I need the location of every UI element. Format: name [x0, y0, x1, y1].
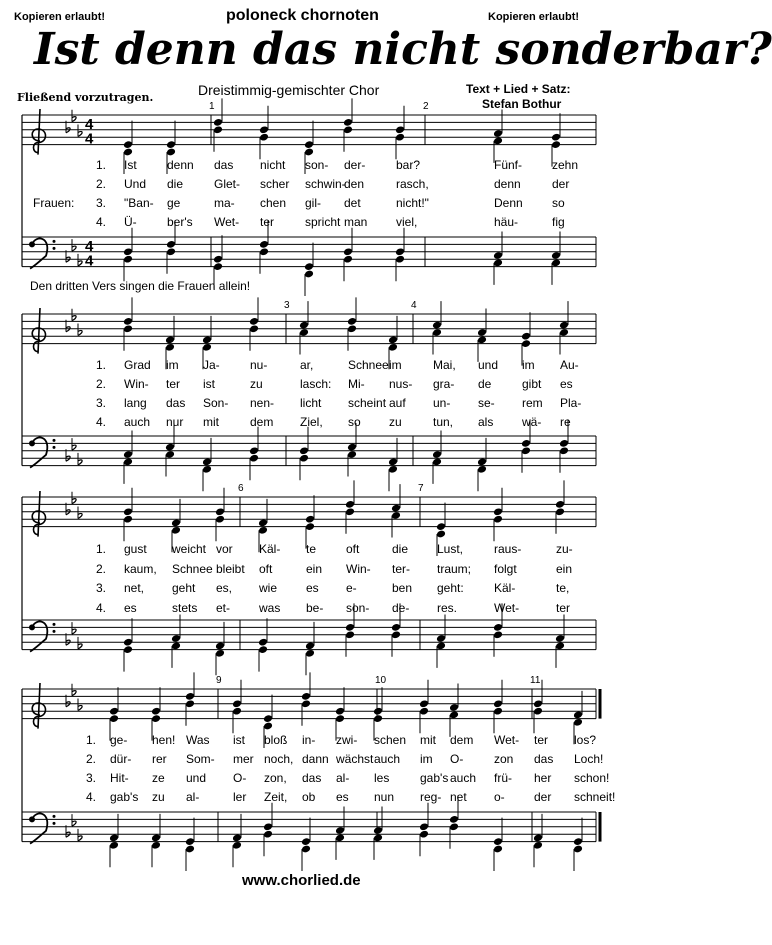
lyric-syllable: der-	[344, 158, 366, 172]
lyric-syllable: dem	[450, 733, 474, 747]
lyric-syllable: rer	[152, 752, 167, 766]
lyric-syllable: nen-	[250, 396, 275, 410]
bass-clef-icon	[30, 238, 47, 268]
lyric-syllable: ter	[556, 601, 571, 615]
lyric-syllable: hen!	[152, 733, 176, 747]
bass-clef-dot	[53, 247, 56, 250]
lyric-syllable: ar,	[300, 358, 314, 372]
treble-clef-icon	[32, 683, 45, 729]
lyric-syllable: te,	[556, 581, 570, 595]
publisher-name: poloneck chornoten	[226, 7, 379, 24]
lyric-syllable: her	[534, 771, 552, 785]
lyric-syllable: lang	[124, 396, 147, 410]
flat-icon	[78, 261, 82, 266]
lyric-syllable: dem	[250, 415, 274, 429]
lyric-syllable: Som-	[186, 752, 215, 766]
lyric-syllable: das	[166, 396, 186, 410]
lyric-syllable: zu	[389, 415, 402, 429]
lyric-syllable: Au-	[560, 358, 579, 372]
lyric-syllable: die	[167, 177, 184, 191]
lyric-syllable: Denn	[494, 196, 523, 210]
lyric-syllable: res.	[437, 601, 458, 615]
lyric-syllable: ein	[556, 562, 573, 576]
bass-clef-icon	[30, 437, 47, 467]
lyric-syllable: im	[389, 358, 402, 372]
lyric-syllable: O-	[450, 752, 464, 766]
lyric-syllable: es	[124, 601, 137, 615]
bass-clef-dot	[53, 240, 56, 243]
flat-icon	[72, 629, 76, 634]
lyric-syllable: wächst	[336, 752, 374, 766]
copy-notice-left: Kopieren erlaubt!	[14, 11, 106, 23]
flat-icon	[78, 460, 82, 465]
lyric-syllable: ber's	[167, 215, 193, 229]
lyric-syllable: geht	[172, 581, 196, 595]
verse-number: 3.	[96, 196, 107, 210]
lyric-syllable: schen	[374, 733, 407, 747]
lyric-syllable: zu	[152, 790, 165, 804]
lyric-syllable: viel,	[396, 215, 418, 229]
lyric-syllable: schwin-	[305, 177, 346, 191]
time-signature-bottom: 4	[85, 130, 94, 148]
lyric-syllable: wä-	[522, 415, 542, 429]
frauen-label: Frauen:	[33, 196, 75, 210]
lyric-syllable: be-	[306, 601, 324, 615]
lyric-syllable: schneit!	[574, 790, 616, 804]
lyric-syllable: det	[344, 196, 361, 210]
lyric-syllable: ter	[534, 733, 549, 747]
flat-icon	[78, 131, 82, 136]
lyric-syllable: vor	[216, 542, 233, 556]
time-signature-top: 4	[85, 237, 94, 255]
lyric-syllable: zon	[494, 752, 514, 766]
lyric-syllable: was	[259, 601, 281, 615]
bass-clef-icon	[30, 813, 47, 843]
flat-icon	[78, 513, 82, 518]
lyric-syllable: geht:	[437, 581, 464, 595]
lyric-syllable: Was	[186, 733, 210, 747]
lyric-syllable: al-	[186, 790, 200, 804]
flat-icon	[72, 316, 76, 321]
lyric-syllable: den	[344, 177, 365, 191]
lyric-syllable: los?	[574, 733, 597, 747]
treble-clef-icon	[32, 491, 45, 537]
lyric-syllable: im	[166, 358, 179, 372]
lyric-syllable: net	[450, 790, 467, 804]
lyric-syllable: Ziel,	[300, 415, 323, 429]
lyric-syllable: lasch:	[300, 377, 332, 391]
lyric-syllable: Käl-	[494, 581, 516, 595]
lyric-syllable: gab's	[420, 771, 449, 785]
bar-number: 1	[209, 101, 215, 112]
flat-icon	[72, 117, 76, 122]
lyric-syllable: man	[344, 215, 368, 229]
flat-icon	[78, 836, 82, 841]
bass-clef-dot	[53, 439, 56, 442]
lyric-syllable: rasch,	[396, 177, 429, 191]
lyric-syllable: mit	[203, 415, 219, 429]
lyric-syllable: gab's	[110, 790, 139, 804]
verse-number: 4.	[86, 790, 97, 804]
verse-number: 3.	[96, 581, 107, 595]
bar-number: 7	[418, 483, 424, 494]
lyric-syllable: Wet-	[214, 215, 240, 229]
verse-number: 3.	[86, 771, 97, 785]
lyric-syllable: chen	[260, 196, 287, 210]
lyric-syllable: dür-	[110, 752, 132, 766]
lyric-syllable: zu-	[556, 542, 573, 556]
lyric-syllable: Wet-	[494, 733, 520, 747]
credit-name: Stefan Bothur	[482, 97, 562, 111]
lyric-syllable: se-	[478, 396, 495, 410]
verse-number: 2.	[86, 752, 97, 766]
lyric-syllable: raus-	[494, 542, 522, 556]
song-title: Ist denn das nicht sonderbar?	[34, 24, 772, 75]
lyric-syllable: der	[534, 790, 552, 804]
treble-clef-icon	[32, 308, 45, 354]
lyric-syllable: zehn	[552, 158, 579, 172]
lyric-syllable: scheint	[348, 396, 387, 410]
time-signature-bottom: 4	[85, 252, 94, 270]
lyric-syllable: denn	[167, 158, 194, 172]
copy-notice-right: Kopieren erlaubt!	[488, 11, 580, 23]
lyric-syllable: et-	[216, 601, 231, 615]
verse-number: 1.	[86, 733, 97, 747]
lyric-syllable: zon,	[264, 771, 287, 785]
lyric-syllable: ben	[392, 581, 413, 595]
lyric-syllable: tun,	[433, 415, 454, 429]
lyric-syllable: nu-	[250, 358, 268, 372]
lyric-syllable: gibt	[522, 377, 542, 391]
lyric-syllable: Ja-	[203, 358, 220, 372]
lyric-syllable: Fünf-	[494, 158, 523, 172]
lyric-syllable: gil-	[305, 196, 322, 210]
lyric-syllable: reg-	[420, 790, 442, 804]
bass-clef-icon	[30, 621, 47, 651]
lyric-syllable: so	[348, 415, 361, 429]
lyric-syllable: al-	[336, 771, 350, 785]
bass-clef-dot	[53, 630, 56, 633]
lyric-syllable: Und	[124, 177, 147, 191]
lyric-syllable: Grad	[124, 358, 151, 372]
lyric-syllable: Pla-	[560, 396, 582, 410]
lyric-syllable: re	[560, 415, 571, 429]
credit-label: Text + Lied + Satz:	[466, 82, 571, 96]
lyric-syllable: ge	[167, 196, 181, 210]
lyric-syllable: dann	[302, 752, 329, 766]
verse-number: 2.	[96, 377, 107, 391]
bar-number: 9	[216, 675, 222, 686]
lyric-syllable: son-	[346, 601, 370, 615]
lyric-syllable: Hit-	[110, 771, 129, 785]
lyric-syllable: fig	[552, 215, 565, 229]
flat-icon	[72, 821, 76, 826]
lyric-syllable: ter-	[392, 562, 410, 576]
lyric-syllable: Ü-	[124, 215, 137, 229]
lyric-syllable: ist	[203, 377, 215, 391]
lyric-syllable: Schnee	[172, 562, 213, 576]
flat-icon	[72, 499, 76, 504]
lyric-syllable: Win-	[124, 377, 149, 391]
lyric-syllable: es	[306, 581, 319, 595]
lyric-syllable: stets	[172, 601, 198, 615]
lyric-syllable: ob	[302, 790, 316, 804]
lyric-syllable: scher	[260, 177, 290, 191]
verse-number: 4.	[96, 215, 107, 229]
lyric-syllable: das	[302, 771, 322, 785]
lyric-syllable: ist	[233, 733, 245, 747]
lyric-syllable: auf	[389, 396, 406, 410]
lyric-syllable: mer	[233, 752, 254, 766]
lyric-syllable: zwi-	[336, 733, 358, 747]
lyric-syllable: häu-	[494, 215, 519, 229]
bass-clef-dot	[53, 822, 56, 825]
lyric-syllable: nun	[374, 790, 395, 804]
lyric-syllable: ein	[306, 562, 323, 576]
flat-icon	[78, 644, 82, 649]
verse-number: 4.	[96, 601, 107, 615]
verse-number: 3.	[96, 396, 107, 410]
flat-icon	[72, 246, 76, 251]
lyric-syllable: auch	[374, 752, 401, 766]
lyric-syllable: spricht	[305, 215, 341, 229]
lyric-syllable: Wet-	[494, 601, 520, 615]
flat-icon	[78, 705, 82, 710]
lyric-syllable: net,	[124, 581, 145, 595]
bass-clef-dot	[53, 815, 56, 818]
lyric-syllable: gust	[124, 542, 147, 556]
lyric-syllable: und	[186, 771, 207, 785]
flat-icon	[78, 330, 82, 335]
lyric-syllable: bar?	[396, 158, 421, 172]
third-verse-note: Den dritten Vers singen die Frauen allein!	[30, 279, 251, 293]
lyric-syllable: die	[392, 542, 409, 556]
lyric-syllable: bloß	[264, 733, 288, 747]
lyric-syllable: so	[552, 196, 565, 210]
flat-icon	[72, 445, 76, 450]
bar-number: 4	[411, 300, 417, 311]
lyric-syllable: o-	[494, 790, 505, 804]
lyric-syllable: das	[534, 752, 554, 766]
lyric-syllable: der	[552, 177, 570, 191]
lyric-syllable: auch	[124, 415, 151, 429]
lyric-syllable: un-	[433, 396, 451, 410]
lyric-syllable: frü-	[494, 771, 512, 785]
lyric-syllable: de-	[392, 601, 410, 615]
lyric-syllable: de	[478, 377, 492, 391]
lyric-syllable: te	[306, 542, 317, 556]
lyric-syllable: denn	[494, 177, 521, 191]
lyric-syllable: licht	[300, 396, 322, 410]
lyric-syllable: wie	[259, 581, 278, 595]
bar-number: 11	[530, 675, 541, 686]
lyric-syllable: gra-	[433, 377, 455, 391]
lyric-syllable: kaum,	[124, 562, 157, 576]
lyric-syllable: bleibt	[216, 562, 245, 576]
subtitle: Dreistimmig-gemischter Chor	[198, 82, 380, 98]
lyric-syllable: Win-	[346, 562, 371, 576]
lyric-syllable: les	[374, 771, 390, 785]
verse-number: 2.	[96, 177, 107, 191]
verse-number: 1.	[96, 358, 107, 372]
tempo-marking: Fließend vorzutragen.	[17, 91, 154, 104]
lyric-syllable: ma-	[214, 196, 235, 210]
lyric-syllable: Zeit,	[264, 790, 288, 804]
lyric-syllable: Glet-	[214, 177, 241, 191]
lyric-syllable: Lust,	[437, 542, 464, 556]
lyric-syllable: Loch!	[574, 752, 604, 766]
lyric-syllable: rem	[522, 396, 543, 410]
lyric-syllable: oft	[259, 562, 273, 576]
lyric-syllable: im	[522, 358, 535, 372]
lyric-syllable: Mi-	[348, 377, 365, 391]
lyric-syllable: Schnee	[348, 358, 389, 372]
lyric-syllable: nicht!"	[396, 196, 429, 210]
bass-clef-dot	[53, 446, 56, 449]
verse-number: 1.	[96, 542, 107, 556]
time-signature-top: 4	[85, 115, 94, 133]
flat-icon	[72, 691, 76, 696]
lyric-syllable: es,	[216, 581, 233, 595]
lyric-syllable: und	[478, 358, 499, 372]
lyric-syllable: nicht	[260, 158, 286, 172]
website: www.chorlied.de	[242, 872, 361, 889]
lyric-syllable: e-	[346, 581, 357, 595]
verse-number: 1.	[96, 158, 107, 172]
lyric-syllable: es	[560, 377, 573, 391]
lyric-syllable: ge-	[110, 733, 128, 747]
lyric-syllable: "Ban-	[124, 196, 154, 210]
lyric-syllable: O-	[233, 771, 247, 785]
lyric-syllable: das	[214, 158, 234, 172]
lyric-syllable: ter	[260, 215, 275, 229]
lyric-syllable: zu	[250, 377, 263, 391]
lyric-syllable: oft	[346, 542, 360, 556]
bar-number: 6	[238, 483, 244, 494]
lyric-syllable: mit	[420, 733, 436, 747]
lyric-syllable: nur	[166, 415, 184, 429]
lyric-syllable: in-	[302, 733, 316, 747]
lyric-syllable: traum;	[437, 562, 472, 576]
treble-clef-icon	[32, 109, 45, 155]
lyric-syllable: noch,	[264, 752, 294, 766]
lyric-syllable: Mai,	[433, 358, 456, 372]
lyric-syllable: ler	[233, 790, 247, 804]
bass-clef-dot	[53, 623, 56, 626]
lyric-syllable: es	[336, 790, 349, 804]
lyric-syllable: ze	[152, 771, 165, 785]
lyric-syllable: Son-	[203, 396, 229, 410]
lyric-syllable: weicht	[172, 542, 207, 556]
lyric-syllable: Ist	[124, 158, 137, 172]
lyric-syllable: schon!	[574, 771, 610, 785]
bar-number: 3	[284, 300, 290, 311]
lyric-syllable: ter	[166, 377, 181, 391]
bar-number: 2	[423, 101, 429, 112]
lyric-syllable: folgt	[494, 562, 517, 576]
verse-number: 4.	[96, 415, 107, 429]
verse-number: 2.	[96, 562, 107, 576]
lyric-syllable: als	[478, 415, 494, 429]
lyric-syllable: auch	[450, 771, 477, 785]
lyric-syllable: son-	[305, 158, 329, 172]
bar-number: 10	[375, 675, 387, 686]
lyric-syllable: nus-	[389, 377, 413, 391]
lyric-syllable: Käl-	[259, 542, 281, 556]
lyric-syllable: im	[420, 752, 433, 766]
